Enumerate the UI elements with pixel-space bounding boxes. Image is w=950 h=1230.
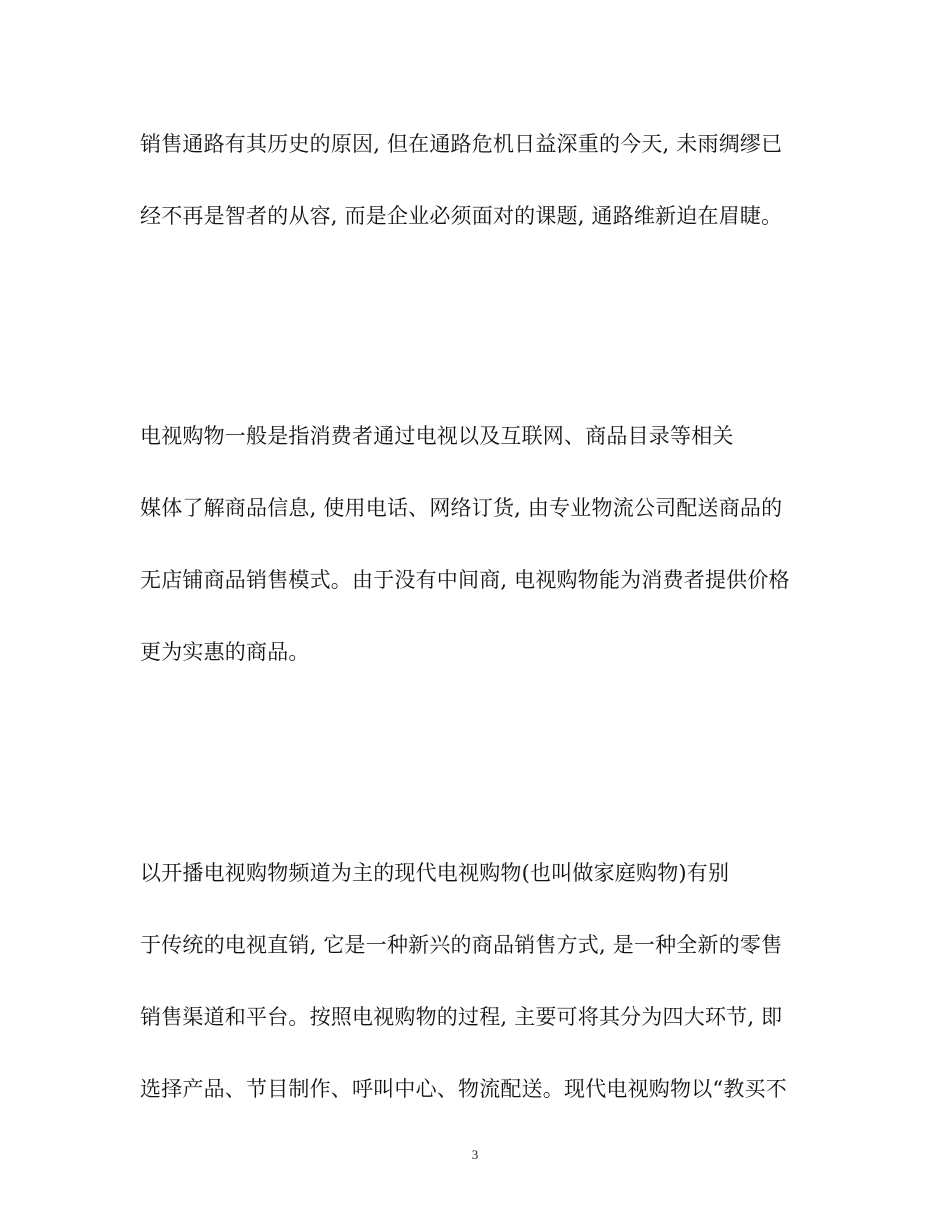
paragraph-1-line-1: 销售通路有其历史的原因, 但在通路危机日益深重的今天, 未雨绸缪已 [140, 132, 783, 156]
paragraph-3-line-2: 于传统的电视直销, 它是一种新兴的商品销售方式, 是一种全新的零售 [140, 933, 783, 957]
paragraph-2-line-3: 无店铺商品销售模式。由于没有中间商, 电视购物能为消费者提供价格 [140, 568, 790, 592]
paragraph-3-line-4: 选择产品、节目制作、呼叫中心、物流配送。现代电视购物以“教买不 [140, 1077, 787, 1101]
paragraph-3-line-1: 以开播电视购物频道为主的现代电视购物(也叫做家庭购物)有别 [140, 861, 730, 885]
paragraph-2-line-1: 电视购物一般是指消费者通过电视以及互联网、商品目录等相关 [140, 424, 734, 448]
paragraph-2-line-2: 媒体了解商品信息, 使用电话、网络订货, 由专业物流公司配送商品的 [140, 496, 783, 520]
page-number: 3 [471, 1147, 479, 1162]
paragraph-2-line-4: 更为实惠的商品。 [140, 640, 310, 664]
paragraph-3-line-3: 销售渠道和平台。按照电视购物的过程, 主要可将其分为四大环节, 即 [140, 1005, 783, 1029]
paragraph-1-line-2: 经不再是智者的从容, 而是企业必须面对的课题, 通路维新迫在眉睫。 [140, 204, 783, 228]
